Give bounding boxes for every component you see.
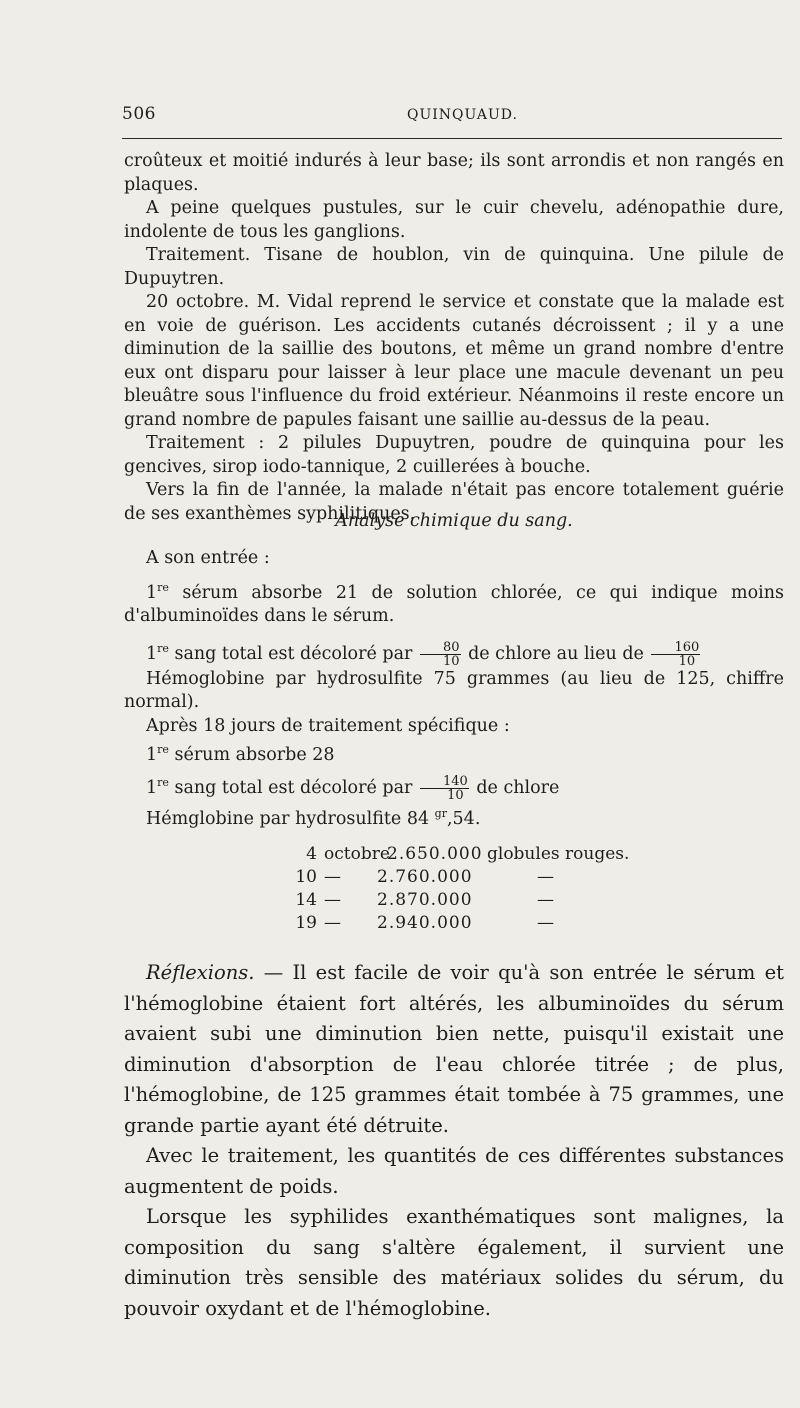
running-title: QUINQUAUD. [407,107,518,123]
analysis-section [124,510,784,832]
table-row: 4 octobre 2.650.000 globules rouges. [306,844,630,864]
paragraph: Après 18 jours de traitement spécifique : [146,715,510,736]
page-header [122,104,782,130]
page-number: 506 [122,104,156,124]
table-row: 19 — 2.940.000 — [295,913,554,933]
paragraph: 20 octobre. M. Vidal reprend le service et constate que la malade est en voie de guérison. Les accidents cutanés décroissent ; il y a une diminution de la saillie des boutons, et même un grand nombre d'entre eux ont disparu pour laisser à leur place une macule devenant un peu bleuâtre sous l'influence du froid extérieur. Néanmoins il reste encore un grand nombre de papules faisant une saillie au-dessus de la peau. [124,292,784,430]
paragraph: Traitement. Tisane de houblon, vin de quinquina. Une pilule de Dupuytren. [124,245,784,289]
reflexions-paragraph: Réflexions. — Il est facile de voir qu'à son entrée le sérum et l'hémoglobine étaient fort altérés, les albuminoïdes du sérum avaient subi une diminution bien nette, puisqu'il existait une diminution d'absorption de l'eau chlorée titrée ; de plus, l'hémoglobine, de 125 grammes était tombée à 75 grammes, une grande partie ayant été détruite. [124,961,784,1137]
paragraph: Lorsque les syphilides exanthématiques sont malignes, la composition du sang s'altère également, il survient une diminution très sensible des matériaux solides du sérum, du pouvoir oxydant et de l'hémoglobine. [124,1205,784,1320]
table-row: 14 — 2.870.000 — [295,890,554,910]
fraction: $\frac{140}{10}$ [420,775,469,802]
table-row: 10 — 2.760.000 — [295,867,554,887]
paragraph: Avec le traitement, les quantités de ces différentes substances augmentent de poids. [124,1144,784,1198]
section-title: Analyse chimique du sang. [335,511,573,531]
hemoglobine-apres: Hémglobine par hydrosulfite 84 $^{gr}$,54. [146,807,481,830]
fraction: $\frac{160}{10}$ [651,641,700,668]
serum-entree: 1re sérum absorbe 21 de solution chlorée, ce qui indique moins d'albuminoïdes dans le sérum. [124,581,784,627]
serum-apres: 1re sérum absorbe 28 [146,743,335,765]
paragraph: A son entrée : [146,547,270,568]
reflexions-section [124,958,784,1324]
sang-entree: 1re sang total est décoloré par $\frac{80}{10}$ de chlore au lieu de $\frac{160}{10}$ [146,639,700,669]
paragraph: A peine quelques pustules, sur le cuir chevelu, adénopathie dure, indolente de tous les ganglions. [124,198,784,242]
paragraph: Vers la fin de l'année, la malade n'était pas encore totalement guérie de ses exanthèmes syphilitiques. [124,480,784,524]
paragraph: Traitement : 2 pilules Dupuytren, poudre de quinquina pour les gencives, sirop iodo-tannique, 2 cuillerées à bouche. [124,433,784,477]
header-rule [122,138,782,139]
case-text [124,150,784,526]
hemoglobine-entree: Hémoglobine par hydrosulfite 75 grammes (au lieu de 125, chiffre normal). [124,668,784,713]
sang-apres: 1re sang total est décoloré par $\frac{140}{10}$ de chlore [146,774,560,804]
fraction: $\frac{80}{10}$ [420,641,461,668]
paragraph: croûteux et moitié indurés à leur base; ils sont arrondis et non rangés en plaques. [124,151,784,195]
globules-table [282,844,642,936]
